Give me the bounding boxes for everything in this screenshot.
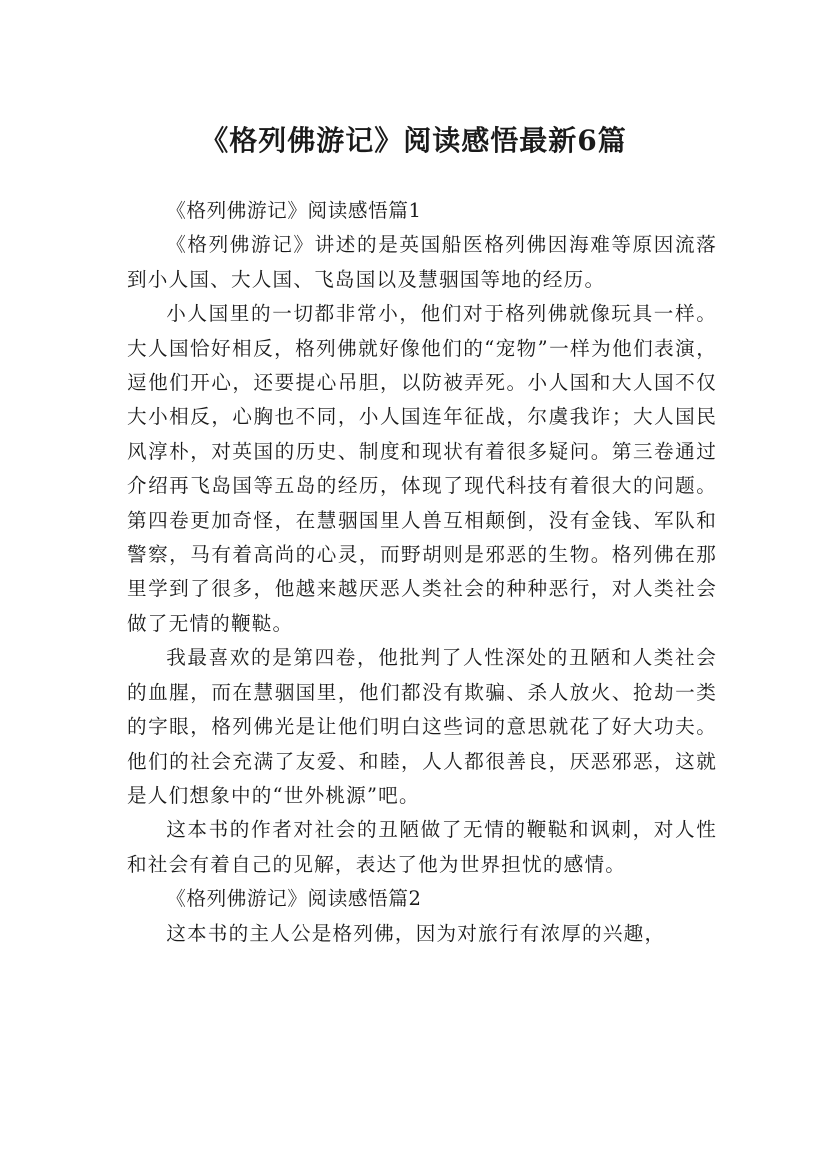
document-body [127,194,717,951]
paragraph-favorite-volume: 我最喜欢的是第四卷，他批判了人性深处的丑陋和人类社会的血腥，而在慧骃国里，他们都没有欺骗、杀人放火、抢劫一类的字眼，格列佛光是让他们明白这些词的意思就花了好大功夫。他们的社会充满了友爱、和睦，人人都很善良，厌恶邪恶，这就是人们想象中的“世外桃源”吧。 [127,646,717,807]
paragraph-summary: 小人国里的一切都非常小，他们对于格列佛就像玩具一样。大人国恰好相反，格列佛就好像他们的“宠物”一样为他们表演，逗他们开心，还要提心吊胆，以防被弄死。小人国和大人国不仅大小相反，心胸也不同，小人国连年征战，尔虞我诈；大人国民风淳朴，对英国的历史、制度和现状有着很多疑问。第三卷通过介绍再飞岛国等五岛的经历，体现了现代科技有着很大的问题。第四卷更加奇怪，在慧骃国里人兽互相颠倒，没有金钱、军队和警察，马有着高尚的心灵，而野胡则是邪恶的生物。格列佛在那里学到了很多，他越来越厌恶人类社会的种种恶行，对人类社会做了无情的鞭鞑。 [127,302,717,635]
section-heading-2: 《格列佛游记》阅读感悟篇2 [166,887,422,911]
document-title: 《格列佛游记》阅读感悟最新6篇 [200,123,627,157]
paragraph-intro: 《格列佛游记》讲述的是英国船医格列佛因海难等原因流落到小人国、大人国、飞岛国以及慧骃国等地的经历。 [127,233,717,291]
paragraph-section-2-start: 这本书的主人公是格列佛，因为对旅行有浓厚的兴趣， [166,921,666,945]
paragraph-conclusion: 这本书的作者对社会的丑陋做了无情的鞭鞑和讽刺，对人性和社会有着自己的见解，表达了他为世界担忧的感情。 [127,818,717,876]
section-heading-1: 《格列佛游记》阅读感悟篇1 [166,199,422,222]
